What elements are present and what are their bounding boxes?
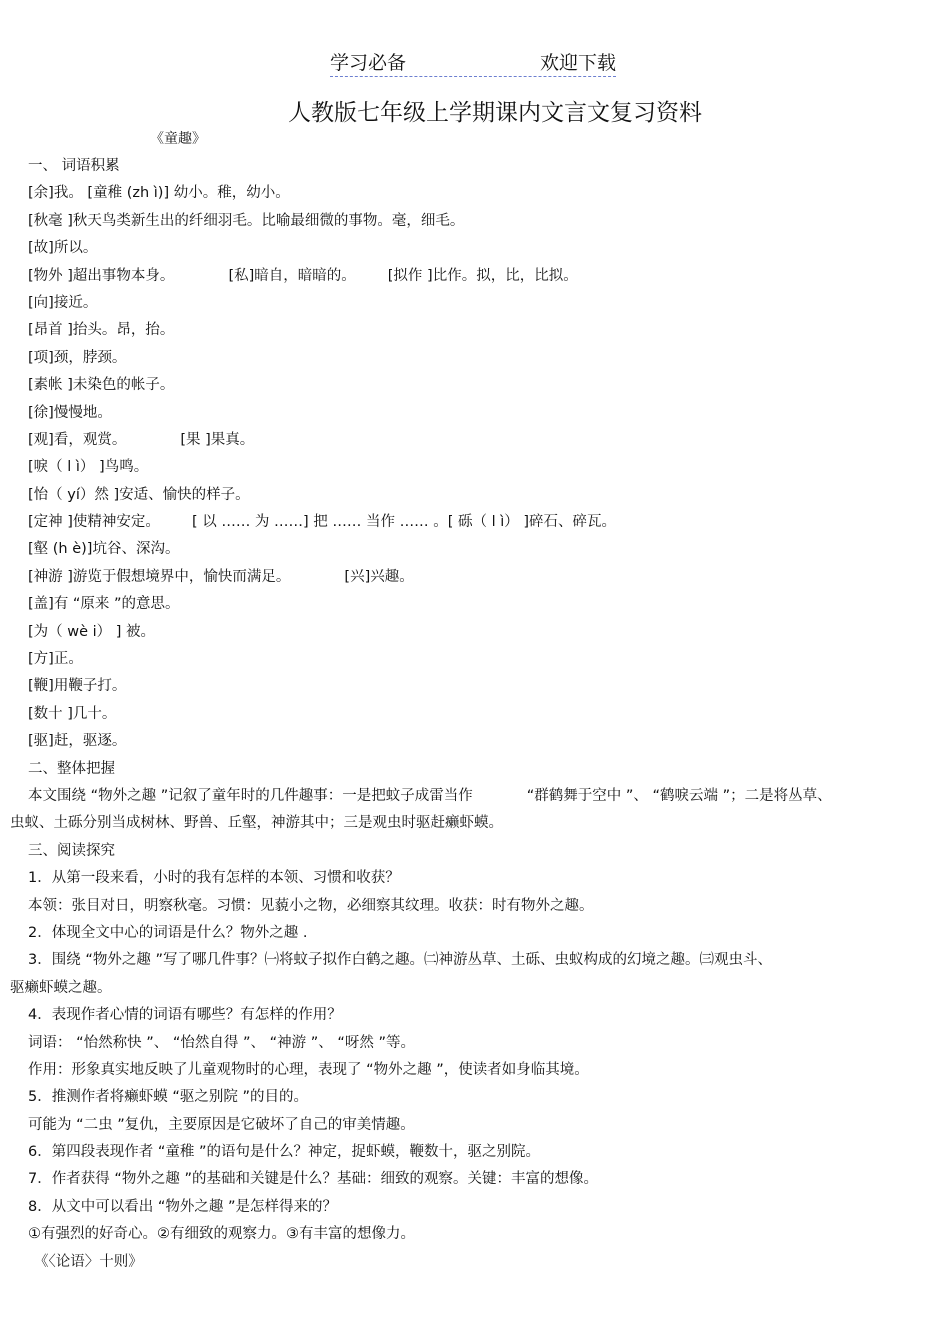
answer-line: 驱癞虾蟆之趣。 <box>10 979 112 996</box>
vocab-entry: [ 以 …… 为 ……] 把 …… 当作 …… 。[ 砾（ l ì） ]碎石、碎瓦。 <box>191 514 617 531</box>
question-line: 3．围绕 “物外之趣 ”写了哪几件事？㈠将蚊子拟作白鹤之趣。㈡神游丛草、土砾、虫蚁构成的幻境之趣。㈢观虫斗、 <box>28 952 772 969</box>
section-heading: 三、阅读探究 <box>28 842 115 859</box>
vocab-entry: [定神 ]使精神安定。 <box>28 514 160 531</box>
vocab-line: [数十 ]几十。 <box>28 705 117 722</box>
answer-line: 作用：形象真实地反映了儿童观物时的心理，表现了 “物外之趣 ”，使读者如身临其境。 <box>28 1061 589 1078</box>
vocab-line: [鞭]用鞭子打。 <box>28 678 127 695</box>
vocab-line <box>0 427 950 454</box>
vocab-line: [向]接近。 <box>28 294 98 311</box>
vocab-line: [项]颈，脖颈。 <box>28 349 127 366</box>
vocab-line: [故]所以。 <box>28 240 98 257</box>
question-line: 7．作者获得 “物外之趣 ”的基础和关键是什么？基础：细致的观察。关键：丰富的想像。 <box>28 1171 598 1188</box>
document-body <box>0 153 950 1276</box>
vocab-entry: [观]看，观赏。 <box>28 431 127 448</box>
vocab-line <box>0 564 950 591</box>
summary-text: 本文围绕 “物外之趣 ”记叙了童年时的几件趣事：一是把蚊子成雷当作 <box>28 787 473 804</box>
answer-line: 本领：张目对日，明察秋毫。习惯：见藐小之物，必细察其纹理。收获：时有物外之趣。 <box>28 897 594 914</box>
vocab-entry: [私]暗自，暗暗的。 <box>228 267 356 284</box>
vocab-line: [昂首 ]抬头。昂，抬。 <box>28 322 175 339</box>
vocab-entry: [果 ]果真。 <box>180 431 255 448</box>
vocab-line <box>0 263 950 290</box>
vocab-line <box>0 509 950 536</box>
question-line: 4．表现作者心情的词语有哪些？有怎样的作用？ <box>28 1007 342 1024</box>
question-line: 1．从第一段来看，小时的我有怎样的本领、习惯和收获？ <box>28 870 400 887</box>
question-line: 6．第四段表现作者 “童稚 ”的语句是什么？神定，捉虾蟆，鞭数十，驱之别院。 <box>28 1144 540 1161</box>
vocab-line: [唳（ l ì） ]鸟鸣。 <box>28 459 149 476</box>
summary-line <box>0 783 950 810</box>
question-line: 5．推测作者将癞虾蟆 “驱之别院 ”的目的。 <box>28 1089 308 1106</box>
vocab-entry: [物外 ]超出事物本身。 <box>28 267 175 284</box>
vocab-line: [余]我。 [童稚 (zh ì)] 幼小。稚，幼小。 <box>28 185 290 202</box>
vocab-entry: [神游 ]游览于假想境界中，愉快而满足。 <box>28 568 291 585</box>
vocab-line: [秋毫 ]秋天鸟类新生出的纤细羽毛。比喻最细微的事物。毫，细毛。 <box>28 212 465 229</box>
lesson-title: 《童趣》 <box>150 131 206 147</box>
vocab-line: [为（ wè i） ] 被。 <box>28 623 156 640</box>
summary-line: 虫蚁、土砾分别当成树林、野兽、丘壑，神游其中；三是观虫时驱赶癞虾蟆。 <box>10 815 503 832</box>
section-heading: 二、整体把握 <box>28 760 115 777</box>
page-header <box>330 46 616 77</box>
vocab-line: [壑 (h è)]坑谷、深沟。 <box>28 541 180 558</box>
vocab-line: [徐]慢慢地。 <box>28 404 112 421</box>
answer-line: ①有强烈的好奇心。②有细致的观察力。③有丰富的想像力。 <box>28 1226 415 1243</box>
vocab-line: [盖]有 “原来 ”的意思。 <box>28 596 180 613</box>
vocab-line: [方]正。 <box>28 651 83 668</box>
header-right: 欢迎下载 <box>539 52 616 74</box>
summary-text: “群鹤舞于空中 ”、 “鹤唳云端 ”；二是将丛草、 <box>526 787 832 804</box>
answer-line: 词语： “怡然称快 ”、 “怡然自得 ”、 “神游 ”、 “呀然 ”等。 <box>28 1034 415 1051</box>
vocab-line: [驱]赶，驱逐。 <box>28 733 127 750</box>
vocab-line: [怡（ yí）然 ]安适、愉快的样子。 <box>28 486 250 503</box>
vocab-entry: [兴]兴趣。 <box>344 568 414 585</box>
question-line: 8．从文中可以看出 “物外之趣 ”是怎样得来的？ <box>28 1198 337 1215</box>
header-left: 学习必备 <box>330 52 407 74</box>
question-line: 2．体现全文中心的词语是什么？物外之趣 . <box>28 924 308 941</box>
section-heading: 一、 词语积累 <box>28 158 120 174</box>
document-title: 人教版七年级上学期课内文言文复习资料 <box>288 100 702 126</box>
answer-line: 可能为 “二虫 ”复仇，主要原因是它破坏了自己的审美情趣。 <box>28 1116 415 1133</box>
vocab-line: [素帐 ]未染色的帐子。 <box>28 377 175 394</box>
vocab-entry: [拟作 ]比作。拟，比，比拟。 <box>387 267 578 284</box>
next-lesson-title: 《〈论语〉十则》 <box>34 1253 143 1270</box>
